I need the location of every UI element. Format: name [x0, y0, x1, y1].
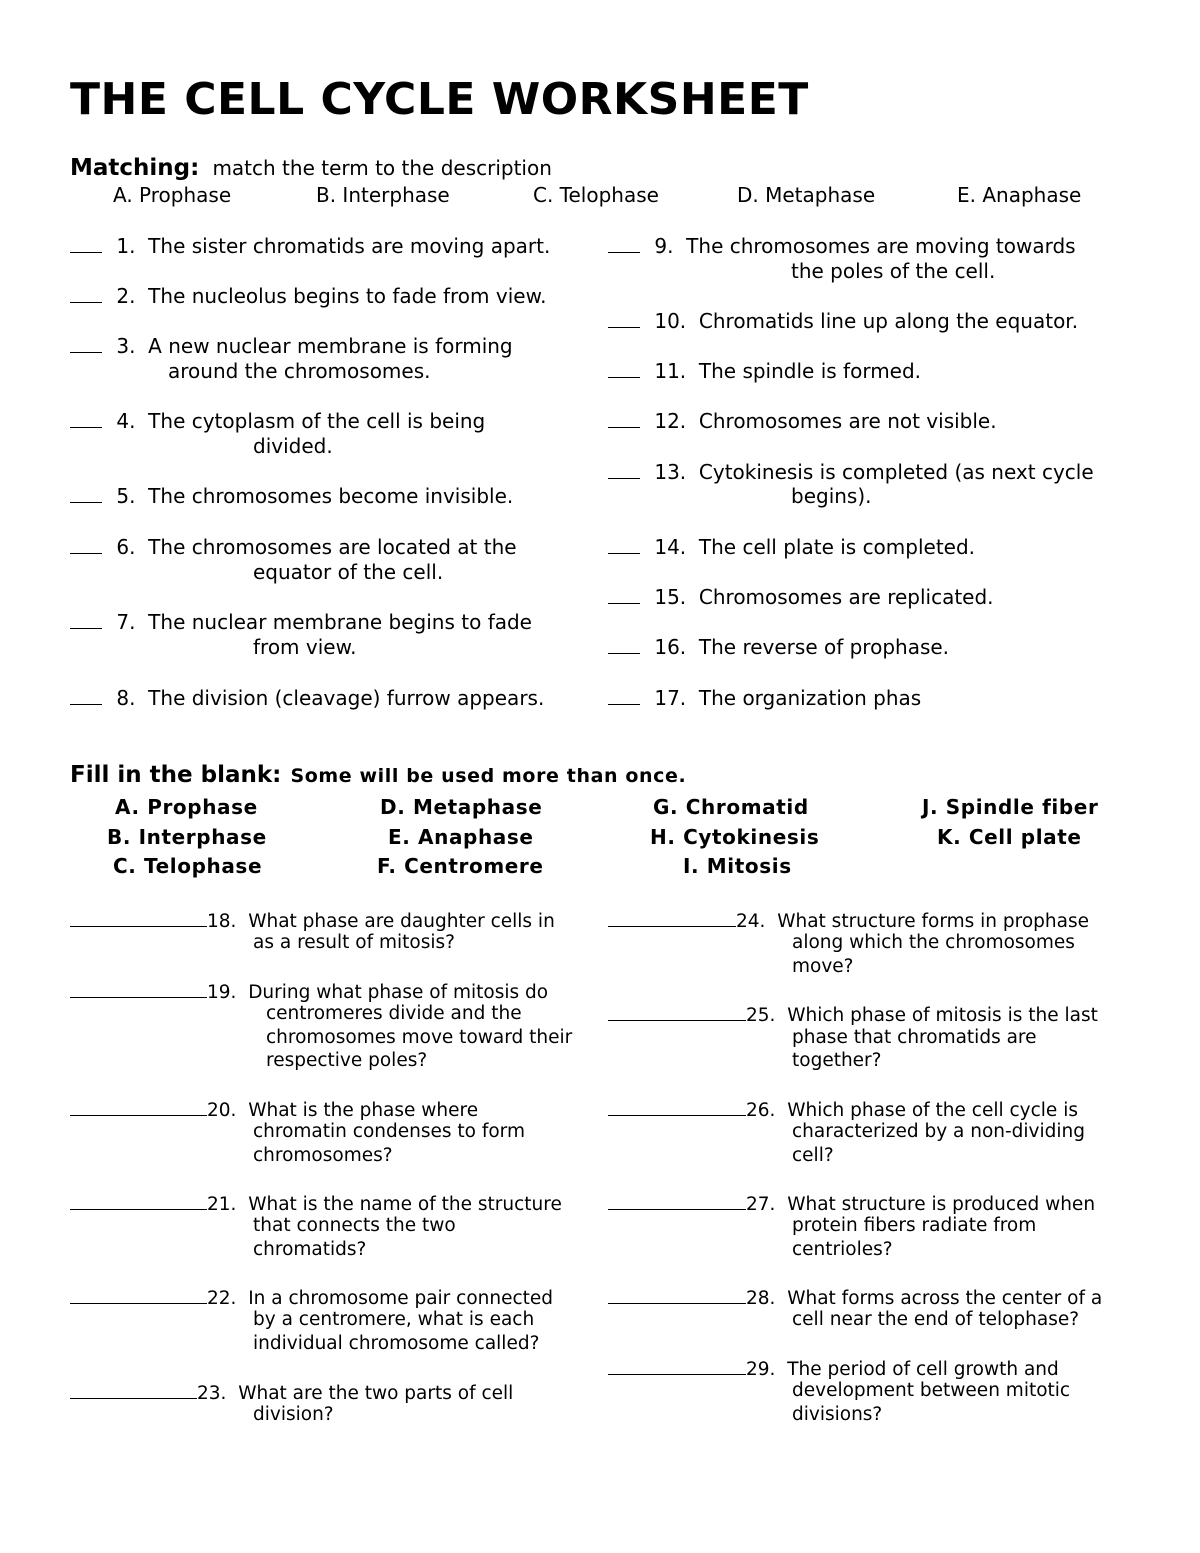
fill-question: 20. What is the phase where: [70, 1097, 478, 1123]
fill-option: K. Cell plate: [937, 825, 1082, 849]
matching-question: 7. The nuclear membrane begins to fade: [70, 610, 532, 635]
answer-blank[interactable]: [608, 460, 640, 479]
page-title: THE CELL CYCLE WORKSHEET: [70, 74, 809, 125]
matching-option: B. Interphase: [316, 183, 450, 207]
question-continuation: equator of the cell.: [253, 560, 444, 584]
fill-option: C. Telophase: [113, 854, 263, 878]
answer-blank[interactable]: [70, 1097, 207, 1116]
question-continuation: cell near the end of telophase?: [792, 1309, 1080, 1330]
question-continuation: respective poles?: [266, 1050, 428, 1071]
matching-option: D. Metaphase: [737, 183, 876, 207]
matching-question: 13. Cytokinesis is completed (as next cycle: [608, 460, 1094, 485]
question-continuation: chromosomes?: [253, 1145, 393, 1166]
fill-instruction: Some will be used more than once.: [290, 765, 687, 787]
answer-blank[interactable]: [608, 535, 640, 554]
question-continuation: divisions?: [792, 1404, 883, 1425]
answer-blank[interactable]: [70, 686, 102, 705]
answer-blank[interactable]: [608, 1356, 746, 1375]
question-continuation: as a result of mitosis?: [253, 932, 455, 953]
answer-blank[interactable]: [70, 284, 102, 303]
question-continuation: divided.: [253, 434, 333, 458]
answer-blank[interactable]: [70, 334, 102, 353]
question-continuation: together?: [792, 1050, 882, 1071]
answer-blank[interactable]: [608, 585, 640, 604]
question-continuation: centrioles?: [792, 1239, 893, 1260]
question-continuation: move?: [792, 956, 854, 977]
fill-option: G. Chromatid: [653, 795, 809, 819]
matching-question: 4. The cytoplasm of the cell is being: [70, 409, 485, 434]
matching-question: 2. The nucleolus begins to fade from view.: [70, 284, 546, 309]
answer-blank[interactable]: [70, 1380, 197, 1399]
matching-question: 8. The division (cleavage) furrow appears.: [70, 686, 544, 711]
fill-option: F. Centromere: [377, 854, 544, 878]
matching-question: 15. Chromosomes are replicated.: [608, 585, 994, 610]
question-continuation: around the chromosomes.: [168, 359, 431, 383]
fill-question: 28. What forms across the center of a: [608, 1285, 1102, 1311]
answer-blank[interactable]: [608, 1285, 746, 1304]
answer-blank[interactable]: [70, 908, 207, 927]
fill-question: 27. What structure is produced when: [608, 1191, 1095, 1217]
fill-option: H. Cytokinesis: [650, 825, 820, 849]
question-continuation: chromosomes move toward their: [266, 1027, 573, 1048]
question-continuation: phase that chromatids are: [792, 1027, 1037, 1048]
matching-question: 12. Chromosomes are not visible.: [608, 409, 997, 434]
fill-option: B. Interphase: [107, 825, 267, 849]
fill-question: 18. What phase are daughter cells in: [70, 908, 555, 934]
question-continuation: by a centromere, what is each: [253, 1309, 535, 1330]
question-continuation: chromatids?: [253, 1239, 367, 1260]
matching-question: 17. The organization phas: [608, 686, 921, 711]
question-continuation: individual chromosome called?: [253, 1333, 540, 1354]
matching-option: C. Telophase: [533, 183, 659, 207]
question-continuation: characterized by a non-dividing: [792, 1121, 1086, 1142]
question-continuation: that connects the two: [253, 1215, 456, 1236]
fill-option: E. Anaphase: [388, 825, 534, 849]
question-continuation: division?: [253, 1404, 334, 1425]
fill-header: [70, 762, 686, 788]
answer-blank[interactable]: [70, 535, 102, 554]
question-continuation: protein fibers radiate from: [792, 1215, 1037, 1236]
question-continuation: along which the chromosomes: [792, 932, 1075, 953]
matching-question: 10. Chromatids line up along the equator.: [608, 309, 1078, 334]
matching-question: 9. The chromosomes are moving towards: [608, 234, 1076, 259]
answer-blank[interactable]: [608, 635, 640, 654]
fill-option: D. Metaphase: [380, 795, 543, 819]
fill-question: 25. Which phase of mitosis is the last: [608, 1002, 1098, 1028]
matching-option: E. Anaphase: [957, 183, 1082, 207]
matching-question: 5. The chromosomes become invisible.: [70, 484, 513, 509]
question-continuation: centromeres divide and the: [266, 1003, 522, 1024]
fill-question: 26. Which phase of the cell cycle is: [608, 1097, 1078, 1123]
answer-blank[interactable]: [70, 409, 102, 428]
answer-blank[interactable]: [608, 409, 640, 428]
matching-question: 11. The spindle is formed.: [608, 359, 921, 384]
answer-blank[interactable]: [70, 234, 102, 253]
matching-question: 16. The reverse of prophase.: [608, 635, 949, 660]
matching-heading: Matching:: [70, 155, 200, 181]
answer-blank[interactable]: [70, 1285, 207, 1304]
matching-question: 1. The sister chromatids are moving apart.: [70, 234, 550, 259]
answer-blank[interactable]: [70, 610, 102, 629]
question-continuation: begins).: [791, 484, 872, 508]
fill-option: J. Spindle fiber: [922, 795, 1099, 819]
answer-blank[interactable]: [608, 1002, 746, 1021]
fill-question: 22. In a chromosome pair connected: [70, 1285, 553, 1311]
matching-question: 6. The chromosomes are located at the: [70, 535, 517, 560]
answer-blank[interactable]: [70, 979, 207, 998]
fill-question: 29. The period of cell growth and: [608, 1356, 1059, 1382]
matching-question: 3. A new nuclear membrane is forming: [70, 334, 513, 359]
fill-heading: Fill in the blank:: [70, 762, 282, 788]
answer-blank[interactable]: [608, 908, 736, 927]
fill-option: A. Prophase: [115, 795, 258, 819]
fill-option: I. Mitosis: [683, 854, 792, 878]
matching-option: A. Prophase: [113, 183, 232, 207]
fill-question: 19. During what phase of mitosis do: [70, 979, 548, 1005]
matching-header: [70, 155, 552, 181]
answer-blank[interactable]: [70, 1191, 207, 1210]
fill-question: 23. What are the two parts of cell: [70, 1380, 513, 1406]
answer-blank[interactable]: [70, 484, 102, 503]
fill-question: 24. What structure forms in prophase: [608, 908, 1089, 934]
answer-blank[interactable]: [608, 1097, 746, 1116]
answer-blank[interactable]: [608, 309, 640, 328]
question-continuation: cell?: [792, 1145, 834, 1166]
question-continuation: the poles of the cell.: [791, 259, 996, 283]
answer-blank[interactable]: [608, 234, 640, 253]
question-continuation: development between mitotic: [792, 1380, 1071, 1401]
matching-instruction: match the term to the description: [212, 156, 552, 180]
matching-question: 14. The cell plate is completed.: [608, 535, 975, 560]
answer-blank[interactable]: [608, 686, 640, 705]
answer-blank[interactable]: [608, 1191, 746, 1210]
question-continuation: chromatin condenses to form: [253, 1121, 525, 1142]
fill-question: 21. What is the name of the structure: [70, 1191, 562, 1217]
question-continuation: from view.: [253, 635, 357, 659]
answer-blank[interactable]: [608, 359, 640, 378]
